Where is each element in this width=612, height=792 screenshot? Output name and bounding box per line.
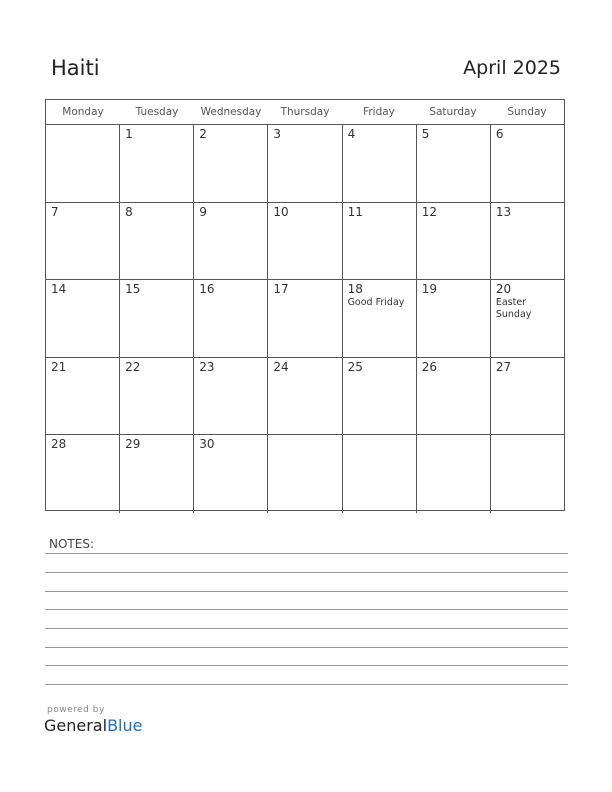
day-cell[interactable] xyxy=(46,280,120,357)
notes-label: NOTES: xyxy=(49,537,94,551)
day-cell[interactable] xyxy=(194,435,268,513)
day-number: 20 xyxy=(495,282,512,296)
day-number: 15 xyxy=(125,282,141,296)
logo-blue: Blue xyxy=(107,716,143,735)
calendar-grid xyxy=(45,99,565,511)
day-cell[interactable] xyxy=(194,125,268,202)
day-cell[interactable] xyxy=(268,358,342,435)
day-cell[interactable] xyxy=(46,203,120,280)
note-line xyxy=(45,609,568,610)
day-number: 5 xyxy=(421,127,430,141)
day-cell[interactable] xyxy=(417,203,491,280)
day-number: 13 xyxy=(495,204,512,219)
day-cell[interactable] xyxy=(417,435,491,513)
day-cell[interactable] xyxy=(120,125,194,202)
generalblue-logo[interactable] xyxy=(44,716,142,735)
note-line xyxy=(45,684,568,685)
powered-by-text: powered by xyxy=(47,705,105,715)
note-line xyxy=(45,591,568,592)
day-number: 3 xyxy=(273,127,282,141)
note-line xyxy=(45,628,568,629)
note-line xyxy=(45,572,568,573)
day-number: 9 xyxy=(199,204,207,219)
day-number: 22 xyxy=(125,359,141,374)
day-cell[interactable] xyxy=(194,280,268,357)
day-number: 29 xyxy=(125,437,141,451)
day-cell[interactable] xyxy=(491,358,564,435)
day-number: 27 xyxy=(495,359,512,374)
day-cell[interactable] xyxy=(343,203,417,280)
day-number: 8 xyxy=(125,204,133,219)
day-cell[interactable] xyxy=(343,125,417,202)
day-cell[interactable] xyxy=(46,125,120,202)
day-cell[interactable] xyxy=(120,358,194,435)
day-cell[interactable] xyxy=(268,435,342,513)
day-number: 4 xyxy=(347,127,356,141)
weekday-saturday: Saturday xyxy=(429,106,477,118)
day-cell[interactable] xyxy=(343,280,417,357)
day-cell[interactable] xyxy=(491,203,564,280)
day-cell[interactable] xyxy=(194,358,268,435)
weekday-monday: Monday xyxy=(62,106,104,118)
weekday-header xyxy=(46,100,564,125)
day-number: 18 xyxy=(347,282,363,296)
week-row xyxy=(46,125,564,203)
weekday-thursday: Thursday xyxy=(280,106,330,118)
day-number: 26 xyxy=(421,359,437,374)
day-cell[interactable] xyxy=(417,125,491,202)
day-number: 24 xyxy=(273,359,289,374)
day-number: 23 xyxy=(199,359,215,374)
day-cell[interactable] xyxy=(268,125,342,202)
day-number: 2 xyxy=(199,127,207,141)
day-cell[interactable] xyxy=(268,203,342,280)
day-cell[interactable] xyxy=(120,435,194,513)
holiday-label: Easter Sunday xyxy=(495,297,532,320)
day-number: 12 xyxy=(421,204,437,219)
day-number: 19 xyxy=(421,282,437,296)
note-line xyxy=(45,647,568,648)
day-number: 11 xyxy=(347,204,363,219)
day-number: 21 xyxy=(51,359,67,374)
day-number: 10 xyxy=(273,204,289,219)
week-row xyxy=(46,435,564,513)
day-cell[interactable] xyxy=(343,358,417,435)
weekday-sunday: Sunday xyxy=(507,106,547,118)
day-number: 16 xyxy=(199,282,215,296)
day-cell[interactable] xyxy=(491,435,564,513)
week-row xyxy=(46,358,564,436)
day-number: 28 xyxy=(51,437,67,451)
weekday-wednesday: Wednesday xyxy=(200,106,262,118)
day-cell[interactable] xyxy=(120,203,194,280)
day-cell[interactable] xyxy=(268,280,342,357)
day-number: 7 xyxy=(51,204,59,219)
calendar-weeks xyxy=(46,125,564,513)
day-number: 30 xyxy=(199,437,215,451)
country-title: Haiti xyxy=(51,56,100,80)
week-row xyxy=(46,203,564,281)
day-number: 25 xyxy=(347,359,363,374)
day-number: 17 xyxy=(273,282,289,296)
month-title: April 2025 xyxy=(463,57,561,79)
day-cell[interactable] xyxy=(417,358,491,435)
weekday-tuesday: Tuesday xyxy=(135,106,179,118)
day-cell[interactable] xyxy=(491,280,564,357)
day-cell[interactable] xyxy=(46,358,120,435)
note-line xyxy=(45,665,568,666)
day-cell[interactable] xyxy=(491,125,564,202)
day-number: 14 xyxy=(51,282,67,296)
week-row xyxy=(46,280,564,358)
holiday-label: Good Friday xyxy=(347,297,405,308)
day-cell[interactable] xyxy=(46,435,120,513)
day-cell[interactable] xyxy=(120,280,194,357)
day-number: 1 xyxy=(125,127,133,141)
day-cell[interactable] xyxy=(343,435,417,513)
day-cell[interactable] xyxy=(194,203,268,280)
day-number: 6 xyxy=(495,127,504,141)
day-cell[interactable] xyxy=(417,280,491,357)
logo-general: General xyxy=(44,716,108,735)
weekday-friday: Friday xyxy=(363,106,395,118)
note-line xyxy=(45,553,568,554)
